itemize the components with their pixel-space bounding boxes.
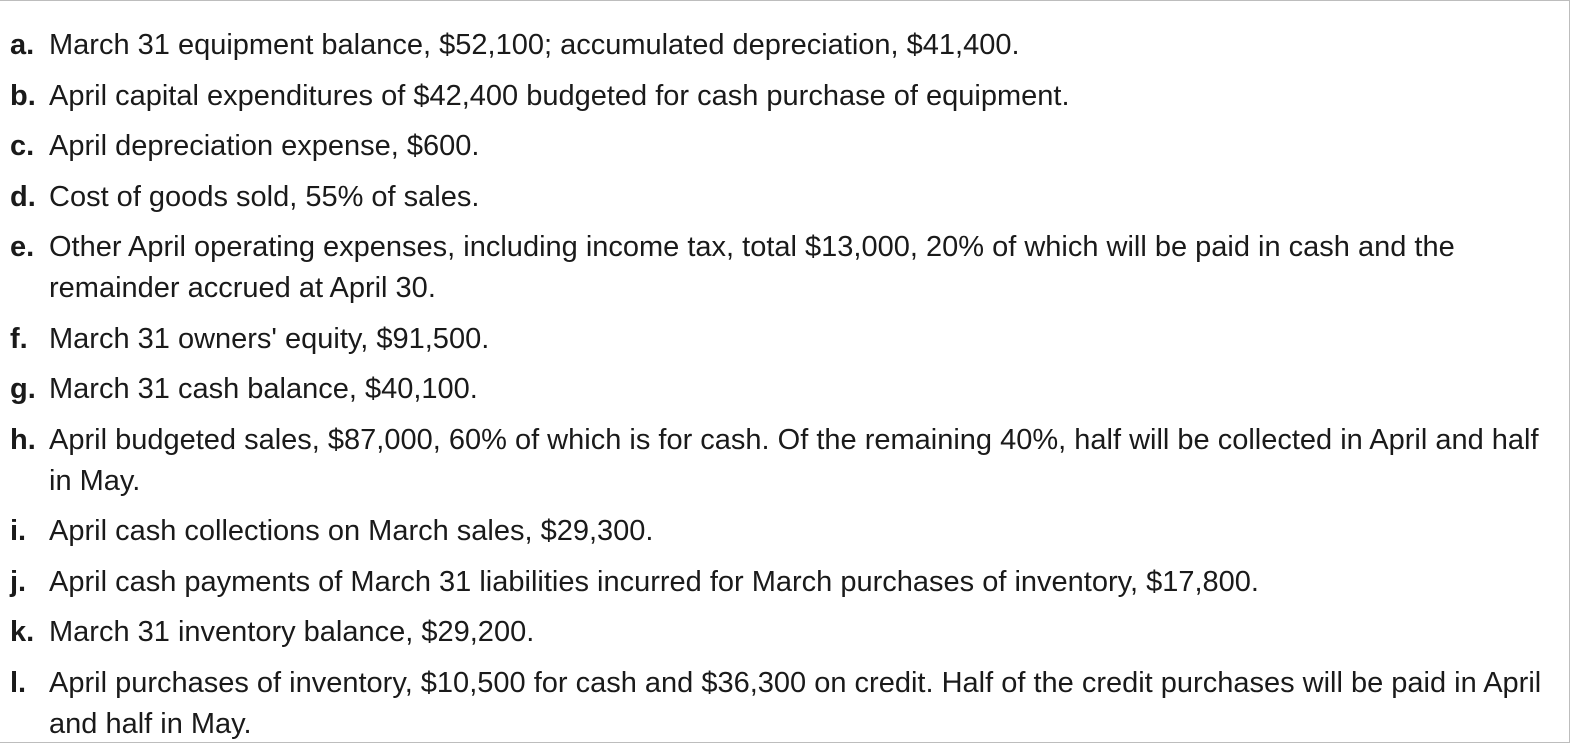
item-letter: k. — [10, 616, 35, 648]
item-letter: f. — [10, 322, 28, 355]
item-letter: e. — [10, 231, 35, 263]
item-letter: c. — [10, 130, 35, 162]
item-letter: l. — [10, 666, 27, 699]
item-letter: b. — [10, 79, 36, 112]
item-text: April depreciation expense, $600. — [49, 130, 480, 162]
item-letter: i. — [10, 515, 27, 547]
item-letter: g. — [10, 373, 36, 405]
list-item-d — [10, 177, 1549, 218]
item-text: April cash collections on March sales, $29,300. — [49, 515, 654, 547]
list-item-l — [10, 663, 1549, 745]
item-text: April cash payments of March 31 liabilities incurred for March purchases of inventory, $17,800. — [49, 565, 1259, 598]
item-text: March 31 owners' equity, $91,500. — [49, 322, 490, 355]
item-text: March 31 equipment balance, $52,100; accumulated depreciation, $41,400. — [49, 29, 1020, 61]
item-text: April capital expenditures of $42,400 budgeted for cash purchase of equipment. — [49, 79, 1070, 112]
budget-data-list — [10, 25, 1549, 754]
item-letter: d. — [10, 180, 36, 213]
list-item-e — [10, 227, 1549, 309]
item-letter: j. — [10, 565, 27, 598]
list-item-j — [10, 562, 1549, 603]
list-item-g — [10, 369, 1549, 410]
item-text: Other April operating expenses, including income tax, total $13,000, 20% of which will be paid in cash and the remainder accrued at April 30. — [49, 231, 1455, 304]
item-letter: h. — [10, 423, 36, 456]
list-item-a — [10, 25, 1549, 66]
list-item-f — [10, 319, 1549, 360]
item-text: Cost of goods sold, 55% of sales. — [49, 180, 480, 213]
item-text: March 31 inventory balance, $29,200. — [49, 616, 535, 648]
item-text: April budgeted sales, $87,000, 60% of which is for cash. Of the remaining 40%, half will be collected in April and half in May. — [49, 423, 1539, 497]
list-item-k — [10, 612, 1549, 653]
list-item-c — [10, 126, 1549, 167]
item-text: March 31 cash balance, $40,100. — [49, 373, 478, 405]
list-item-b — [10, 76, 1549, 117]
list-item-h — [10, 420, 1549, 502]
list-item-i — [10, 511, 1549, 552]
item-text: April purchases of inventory, $10,500 for cash and $36,300 on credit. Half of the credit purchases will be paid in April and half in May. — [49, 666, 1542, 740]
item-letter: a. — [10, 29, 35, 61]
